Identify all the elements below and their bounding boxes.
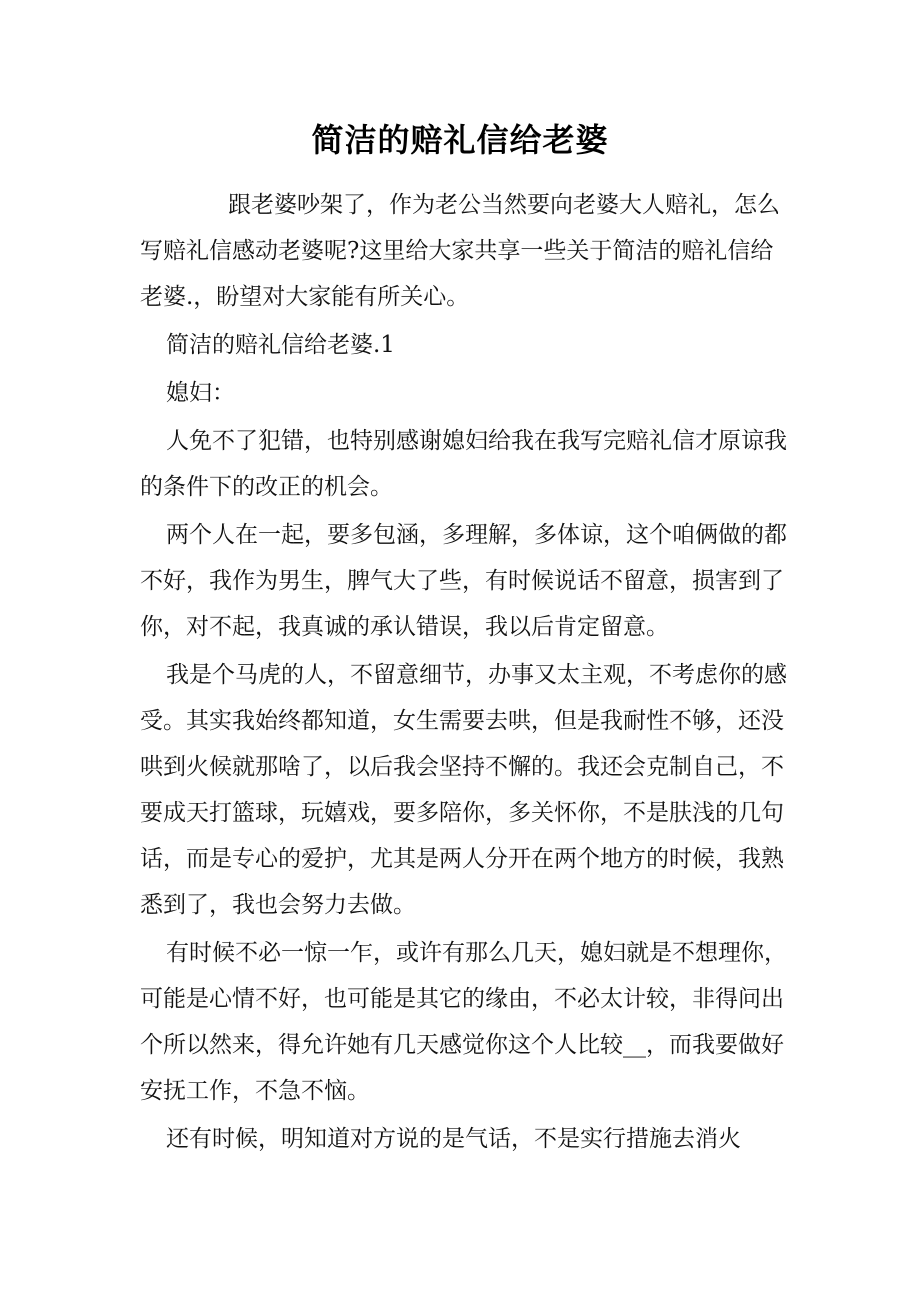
letter-heading: 简洁的赔礼信给老婆.1	[166, 332, 395, 358]
document-body	[140, 182, 790, 1164]
salutation: 媳妇：	[166, 380, 235, 406]
document-title: 简洁的赔礼信给老婆	[311, 121, 609, 159]
body-paragraph: 还有时候，明知道对方说的是气话，不是实行措施去消火	[166, 1126, 741, 1152]
body-paragraph: 有时候不必一惊一乍，或许有那么几天，媳妇就是不想理你，可能是心情不好，也可能是其它的缘由，不必太计较，非得问出个所以然来，得允许她有几天感觉你这个人比较__，而我要做好安抚工作，不急不恼。	[140, 940, 787, 1104]
body-paragraph: 我是个马虎的人，不留意细节，办事又太主观，不考虑你的感受。其实我始终都知道，女生需要去哄，但是我耐性不够，还没哄到火候就那啥了，以后我会坚持不懈的。我还会克制自己，不要成天打篮球，玩嬉戏，要多陪你，多关怀你，不是肤浅的几句话，而是专心的爱护，尤其是两人分开在两个地方的时候，我熟悉到了，我也会努力去做。	[140, 662, 787, 918]
body-paragraph: 两个人在一起，要多包涵，多理解，多体谅，这个咱俩做的都不好，我作为男生，脾气大了些，有时候说话不留意，损害到了你，对不起，我真诚的承认错误，我以后肯定留意。	[140, 522, 787, 640]
body-paragraph: 人免不了犯错，也特别感谢媳妇给我在我写完赔礼信才原谅我的条件下的改正的机会。	[140, 428, 787, 500]
intro-paragraph: 跟老婆吵架了，作为老公当然要向老婆大人赔礼，怎么写赔礼信感动老婆呢?这里给大家共享一些关于简洁的赔礼信给老婆.，盼望对大家能有所关心。	[140, 192, 780, 310]
